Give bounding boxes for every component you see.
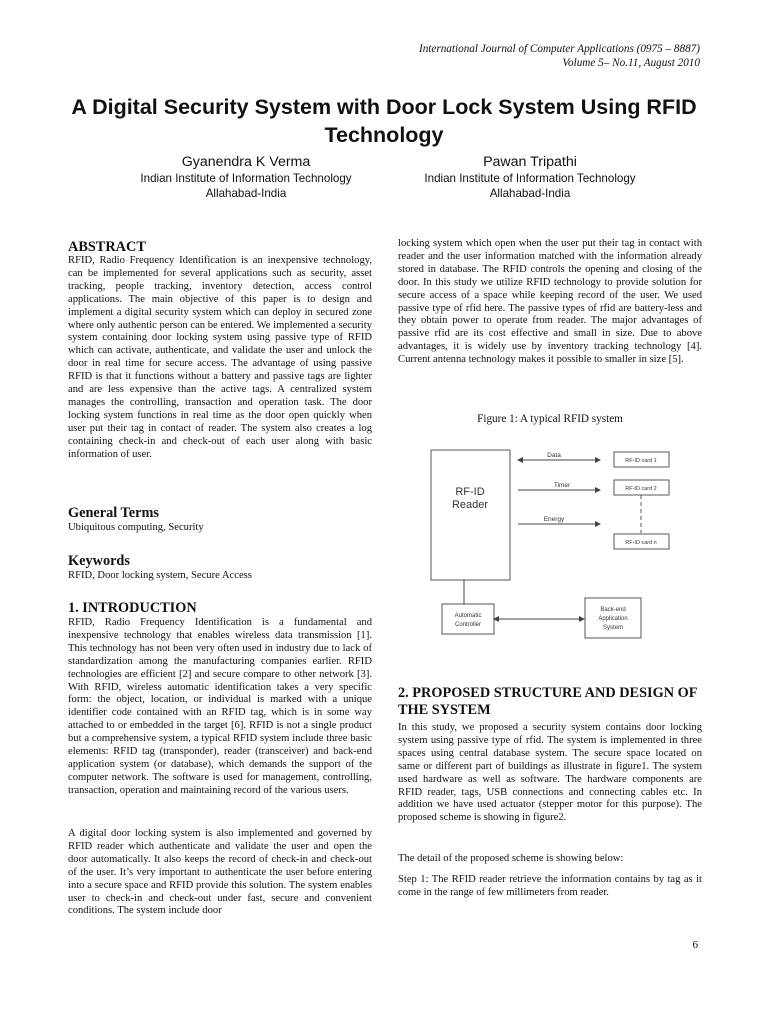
author-block-2 xyxy=(380,153,680,201)
backend-label-2: Application xyxy=(598,616,628,622)
backend-label-1: Back-end xyxy=(600,607,626,613)
rfid-system-figure xyxy=(412,438,702,662)
journal-name: International Journal of Computer Applications (0975 – 8887) xyxy=(418,43,700,55)
author-name: Gyanendra K Verma xyxy=(181,154,311,170)
reader-box xyxy=(431,450,510,580)
author-location: Allahabad-India xyxy=(489,187,571,200)
paper-title: A Digital Security System with Door Lock System Using RFID Technology xyxy=(71,95,697,147)
author-location: Allahabad-India xyxy=(205,187,287,200)
card-2-label: RF-ID card 2 xyxy=(625,486,657,492)
author-affiliation: Indian Institute of Information Technology xyxy=(140,172,352,185)
controller-label-2: Controller xyxy=(454,622,482,628)
right-column-paragraph: locking system which open when the user put their tag in contact with reader and the user information matched with the information already stored in database. The RFID controls the opening and closing of the door. In this study we utilize RFID technology to provide solution for secure access of a space while keeping record of the user. We used passive type of rfid here. The passive types of rfid are battery-less and they obtain power to operate from reader. The major advantages of passive rfid are its cost effective and small in size. Due to above advantages, it is widely use by inventory tracking technology [4]. Current antenna technology makes it possible to smaller in size [5]. xyxy=(398,238,702,366)
reader-label-2: Reader xyxy=(451,499,489,511)
rfid-diagram xyxy=(412,438,702,662)
controller-label-1: Automatic xyxy=(454,613,482,619)
author-block-1 xyxy=(96,153,396,201)
timer-label: Timer xyxy=(553,482,571,489)
abstract-heading: ABSTRACT xyxy=(68,239,146,255)
energy-label: Energy xyxy=(543,516,565,523)
journal-volume: Volume 5– No.11, August 2010 xyxy=(562,57,700,69)
introduction-heading: 1. INTRODUCTION xyxy=(68,600,197,616)
general-terms-heading: General Terms xyxy=(68,505,159,521)
figure-caption: Figure 1: A typical RFID system xyxy=(477,413,623,425)
introduction-paragraph-1: RFID, Radio Frequency Identification is a fundamental and inexpensive technology that enables wireless data transmission [1]. This technology has not been very often used in industry due to lack of standardization among the manufacturing companies earlier. RFID technologies are efficient [2] and secure compare to other network [3]. With RFID, wireless automatic identification takes a very specific form: the object, location, or individual is marked with a unique identifier code contained with an RFID tag, which is in some way attached to or embedded in the target [6]. RFID is not a single product but a comprehensive system, a typical RFID system include three basic elements: RFID tag (transponder), reader (transceiver) and back-end application system (or database), which demands the support of the computer network. The software is used for management, controlling, transaction, operation and maintaining record of the various users. xyxy=(68,617,372,796)
section-2-paragraph-3: Step 1: The RFID reader retrieve the information contains by tag as it come in the range of few millimeters from reader. xyxy=(398,874,702,898)
keywords-heading: Keywords xyxy=(68,553,130,569)
backend-label-3: System xyxy=(602,625,624,631)
introduction-paragraph-2: A digital door locking system is also implemented and governed by RFID reader which authenticate and validate the user and open the door automatically. It also keeps the record of check-in and check-out of the user. It’s very important to authenticate the user before entering into a secure space and RFID provide this solution. The system enables user to check-in and check-out under fast, secure and convenient conditions. The system include door xyxy=(68,828,372,917)
section-2-paragraph-1: In this study, we proposed a security system contains door locking system using passive type of rfid. The system is implemented in three spaces using central database system. The secure space located on same or different part of buildings as illustrate in figure1. The system used hardware as well as software. The hardware components are RFID reader, tags, USB connections and connecting cables etc. In addition we have used actuator (stepper motor for this purpose). The proposed scheme is showing in figure2. xyxy=(398,722,702,824)
author-affiliation: Indian Institute of Information Technology xyxy=(424,172,636,185)
journal-header xyxy=(419,42,700,70)
section-2-heading: 2. PROPOSED STRUCTURE AND DESIGN OF THE SYSTEM xyxy=(398,685,697,718)
reader-label-1: RF-ID xyxy=(455,486,485,498)
author-name: Pawan Tripathi xyxy=(483,154,577,170)
general-terms-text: Ubiquitous computing, Security xyxy=(68,522,204,533)
abstract-text: RFID, Radio Frequency Identification is an inexpensive technology, can be implemented for several applications such as security, asset tracking, people tracking, inventory detection, access control applications. The main objective of this paper is to design and implement a digital security system which can deploy in secured zone where only authentic person can be entered. We implemented a security system containing door locking system using passive type of RFID which can activate, authenticate, and validate the user and unlock the door in real time for secure access. The advantage of using passive RFID is that it functions without a battery and passive tags are lighter and are less expensive than the active tags. A centralized system manages the controlling, transaction and operation task. The door locking system functions in real time as the door open quickly when user put their tag in contact of reader. The system also creates a log containing check-in and check-out of each user along with basic information of user. xyxy=(68,255,372,460)
controller-box xyxy=(442,604,494,634)
keywords-text: RFID, Door locking system, Secure Access xyxy=(68,570,252,581)
section-2-paragraph-2: The detail of the proposed scheme is showing below: xyxy=(398,853,624,864)
card-1-label: RF-ID card 1 xyxy=(625,458,657,464)
card-n-label: RF-ID card n xyxy=(625,540,657,546)
page-number: 6 xyxy=(692,939,698,951)
data-label: Data xyxy=(547,452,561,459)
